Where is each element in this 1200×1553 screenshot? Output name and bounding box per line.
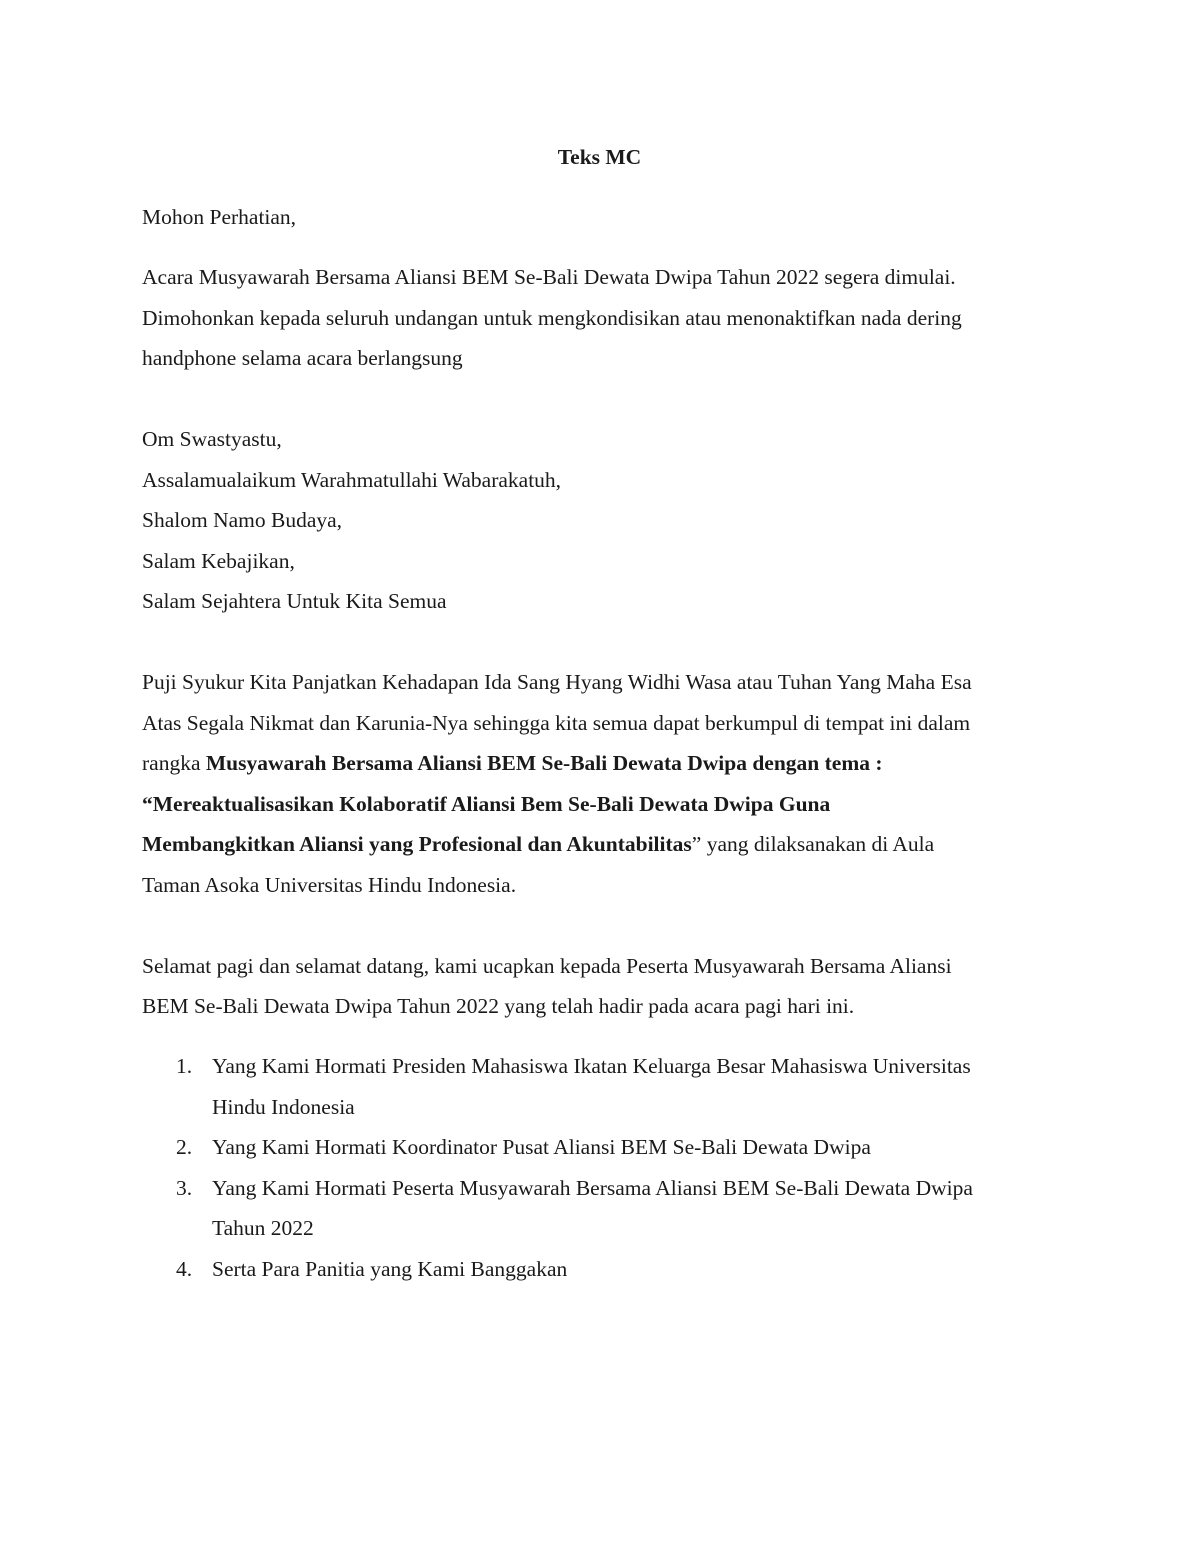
event-name-bold: Musyawarah Bersama Aliansi BEM Se-Bali Dewata Dwipa dengan tema : [205,751,883,775]
list-text-line: Yang Kami Hormati Koordinator Pusat Aliansi BEM Se-Bali Dewata Dwipa [212,1135,871,1159]
list-text-line: Yang Kami Hormati Presiden Mahasiswa Ikatan Keluarga Besar Mahasiswa Universitas [212,1054,971,1078]
gratitude-line-3 [142,749,883,777]
list-text-line: Hindu Indonesia [212,1095,355,1119]
list-text-line: Yang Kami Hormati Peserta Musyawarah Bersama Aliansi BEM Se-Bali Dewata Dwipa [212,1176,973,1200]
list-text-line: Serta Para Panitia yang Kami Banggakan [212,1257,568,1281]
gratitude-line-2: Atas Segala Nikmat dan Karunia-Nya sehingga kita semua dapat berkumpul di tempat ini dalam [142,711,971,735]
theme-line-2-bold: Membangkitkan Aliansi yang Profesional dan Akuntabilitas [142,832,692,856]
welcome-line-2: BEM Se-Bali Dewata Dwipa Tahun 2022 yang telah hadir pada acara pagi hari ini. [142,994,855,1018]
list-text-line: Tahun 2022 [212,1216,314,1240]
theme-line-2 [142,830,934,858]
list-number: 4. [176,1257,193,1281]
greeting-line-2: Assalamualaikum Warahmatullahi Wabarakatuh, [142,468,562,492]
list-number: 3. [176,1176,193,1200]
announcement-line-2: Dimohonkan kepada seluruh undangan untuk mengkondisikan atau menonaktifkan nada dering [142,306,962,330]
greeting-line-4: Salam Kebajikan, [142,549,295,573]
greeting-line-5: Salam Sejahtera Untuk Kita Semua [142,589,447,613]
document-title: Teks MC [557,145,642,169]
welcome-line-1: Selamat pagi dan selamat datang, kami ucapkan kepada Peserta Musyawarah Bersama Aliansi [142,954,952,978]
gratitude-line-1: Puji Syukur Kita Panjatkan Kehadapan Ida Sang Hyang Widhi Wasa atau Tuhan Yang Maha Esa [142,670,972,694]
greeting-line-1: Om Swastyastu, [142,427,282,451]
announcement-line-1: Acara Musyawarah Bersama Aliansi BEM Se-Bali Dewata Dwipa Tahun 2022 segera dimulai. [142,265,956,289]
list-number: 2. [176,1135,193,1159]
announcement-line-3: handphone selama acara berlangsung [142,346,463,370]
greeting-line-3: Shalom Namo Budaya, [142,508,343,532]
list-number: 1. [176,1054,193,1078]
theme-line-2-plain: ” yang dilaksanakan di Aula [691,832,935,856]
gratitude-line-3-plain: rangka [142,751,206,775]
opening-line: Mohon Perhatian, [142,205,297,229]
venue-line: Taman Asoka Universitas Hindu Indonesia. [142,873,517,897]
theme-line-1: “Mereaktualisasikan Kolaboratif Aliansi Bem Se-Bali Dewata Dwipa Guna [142,792,831,816]
